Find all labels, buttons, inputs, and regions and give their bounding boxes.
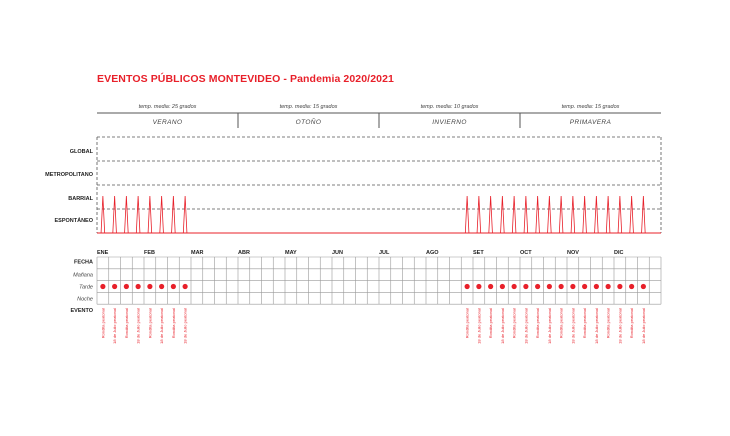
month-label: MAR (191, 250, 204, 256)
event-label: 18 de Julio peatonal (159, 308, 165, 344)
season-temp: temp. media: 25 grados (138, 104, 197, 110)
event-label: 18 de Julio peatonal (523, 308, 529, 344)
event-label: Rondita peatonal (100, 308, 106, 339)
event-label: Rondita peatonal (123, 308, 129, 339)
event-dot (523, 284, 528, 289)
season-temp: temp. media: 10 grados (420, 104, 479, 110)
season-temp: temp. media: 15 grados (561, 104, 620, 110)
season-name: PRIMAVERA (569, 119, 612, 126)
month-label: DIC (614, 250, 624, 256)
month-label: OCT (520, 250, 532, 256)
event-dot (112, 284, 117, 289)
event-dot (570, 284, 575, 289)
event-spike (642, 196, 646, 233)
event-label: 18 de Julio peatonal (570, 308, 576, 344)
season-name: VERANO (152, 119, 183, 126)
event-spike (524, 196, 528, 233)
event-spike (583, 196, 587, 233)
event-spike (618, 196, 622, 233)
month-label: SET (473, 250, 484, 256)
month-label: MAY (285, 250, 297, 256)
event-spike (512, 196, 516, 233)
event-dot (159, 284, 164, 289)
time-of-day-label: Mañana (73, 272, 93, 279)
event-label: 18 de Julio peatonal (135, 308, 141, 344)
event-spike (160, 196, 164, 233)
event-label: 18 de Julio peatonal (640, 308, 646, 344)
event-dot (594, 284, 599, 289)
month-label: FEB (144, 250, 155, 256)
event-label: 18 de Julio peatonal (476, 307, 482, 344)
event-spike (630, 196, 634, 233)
scale-level-label: BARRIAL (68, 196, 93, 202)
event-label: Rondita peatonal (558, 308, 564, 339)
event-spike (172, 196, 176, 233)
event-dot (629, 284, 634, 289)
event-label: Rondita peatonal (582, 308, 588, 339)
event-dot (535, 284, 540, 289)
event-label: 18 de Julio peatonal (593, 308, 599, 344)
month-label: ABR (238, 250, 250, 256)
event-spike (595, 196, 599, 233)
season-name: OTOÑO (295, 119, 322, 126)
scale-level-label: ESPONTÁNEO (54, 218, 93, 224)
event-dot (500, 284, 505, 289)
time-of-day-label: Noche (77, 296, 93, 303)
event-spike (148, 196, 152, 233)
event-dot (559, 284, 564, 289)
event-spike (125, 196, 129, 233)
event-label: Rondita peatonal (464, 308, 470, 339)
event-dot (136, 284, 141, 289)
event-spike (571, 196, 575, 233)
event-label: 18 de Julio peatonal (546, 308, 552, 344)
event-dot (171, 284, 176, 289)
evento-label: EVENTO (70, 308, 93, 314)
event-dot (124, 284, 129, 289)
event-spike (606, 196, 610, 233)
event-label: Rondita peatonal (488, 307, 494, 339)
event-dot (512, 284, 517, 289)
event-label: Rondita peatonal (629, 308, 635, 339)
event-dot (547, 284, 552, 289)
scale-level-label: GLOBAL (69, 149, 93, 155)
event-dot (183, 284, 188, 289)
event-dot (100, 284, 105, 289)
event-label: 18 de Julio peatonal (499, 307, 505, 344)
event-dot (147, 284, 152, 289)
event-dot (606, 284, 611, 289)
event-spike (501, 196, 505, 233)
event-label: 18 de Julio peatonal (617, 308, 623, 344)
event-spike (113, 196, 117, 233)
event-dot (476, 284, 481, 289)
season-temp: temp. media: 15 grados (279, 104, 338, 110)
event-spike (465, 196, 469, 233)
fecha-label: FECHA (74, 259, 93, 266)
event-label: 18 de Julio peatonal (182, 308, 188, 344)
event-dot (617, 284, 622, 289)
event-label: Rondita peatonal (170, 308, 176, 339)
time-of-day-label: Tarde (79, 284, 93, 291)
event-label: Rondita peatonal (535, 308, 541, 339)
event-dot (582, 284, 587, 289)
month-label: AGO (426, 250, 439, 256)
event-spike (477, 196, 481, 233)
event-label: Rondita peatonal (605, 308, 611, 339)
month-label: ENE (97, 250, 109, 256)
month-label: NOV (567, 250, 579, 256)
month-label: JUL (379, 250, 390, 256)
scale-level-label: METROPOLITANO (45, 172, 93, 178)
event-spike (559, 196, 563, 233)
event-label: Rondita peatonal (147, 308, 153, 339)
event-spike (548, 196, 552, 233)
event-dot (641, 284, 646, 289)
event-spike (136, 196, 140, 233)
event-dot (488, 284, 493, 289)
event-spike (489, 196, 493, 233)
event-spike (536, 196, 540, 233)
diagram-title: EVENTOS PÚBLICOS MONTEVIDEO - Pandemia 2020/2021 (97, 73, 394, 85)
event-label: Rondita peatonal (511, 308, 517, 339)
season-name: INVIERNO (432, 119, 467, 126)
event-dot (465, 284, 470, 289)
event-label: 18 de Julio peatonal (112, 308, 118, 344)
month-label: JUN (332, 250, 344, 256)
event-spike (101, 196, 105, 233)
event-spike (183, 196, 187, 233)
